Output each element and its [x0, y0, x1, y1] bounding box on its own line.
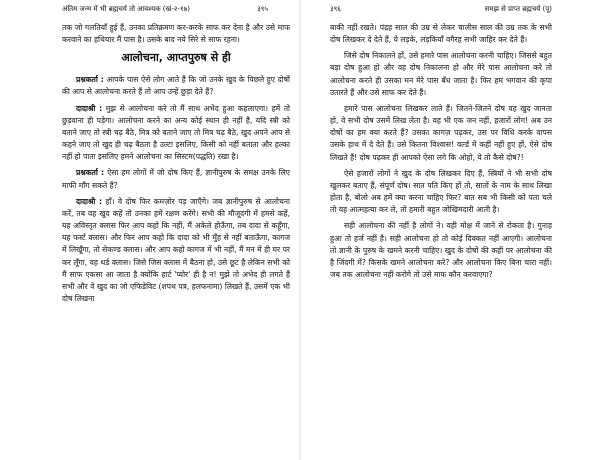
- left-running-title: अंतिम जन्म में भी ब्रह्मचर्य तो आवश्यक (खं-२-१७): [62, 5, 190, 13]
- qa-paragraph: [62, 196, 290, 305]
- speaker-label: प्रश्नकर्ता :: [76, 168, 105, 178]
- qa-paragraph: [62, 103, 290, 164]
- speaker-label: दादाश्री :: [76, 103, 103, 113]
- qa-text: आपके पास ऐसे लोग आते हैं कि जो उनके खुद के पिछले हुए दोषों की आप से आलोचना करते हैं तो आप उन्हें छुड़ा देते हैं?: [62, 75, 290, 97]
- speaker-label: दादाश्री :: [76, 196, 103, 206]
- right-running-title: समझ से प्राप्त ब्रह्मचर्य (पू): [484, 5, 552, 13]
- body-paragraph: बाकी नहीं रखते। पंद्रह साल की उम्र से लेकर चालीस साल की उम्र तक के सभी दोष लिखकर दे देते हैं, ये लड़के, लड़कियाँ वगैरह सभी जाहिर कर देते हैं।: [330, 23, 552, 45]
- right-body-text: [330, 22, 552, 281]
- qa-text: हाँ। वे दोष फिर कमज़ोर पड़ जाएँगे। जब ज्ञानीपुरुष से आलोचना करें, तब वह खुद कहें तो उनका हमें रक्षण करेंगे। सभी की मौजूदगी में हमसे कहें, यह अविस्तृत क्लास फिर आप कहो कि नहीं, मैं अकेले होऊँगा, तब दादा से कहूँगा, यह फर्स्ट क्लास। और फिर आप कहो कि दादा को भी मुँह से नहीं बताऊँगा, कागज में लिखूँगा, तो सेकण्ड क्लास। और आप कहो कागज में भी नहीं, मैं मन में ही घर पर कर लूँगा, वह थर्ड क्लास। जिसे जिस क्लास में बैठना हो, उसे छूट है लेकिन सभी को मैं साफ एकसा आ जाता है क्योंकि हार्ट 'प्योर' ही है न! मुझे तो अभेद ही लगते हैं सभी और वे खुद का जो एफिडेविट (शपथ पत्र, हलफनामा) लिखते हैं, उसमें एक भी दोष लिखना: [62, 196, 290, 303]
- body-paragraph: सही आलोचना की नहीं है लोगों ने। वही मोक्ष में जाने से रोकता है। गुनाह हुआ तो हर्ज नहीं है। सही आलोचना हो तो कोई दिक्कत नहीं आएगी। आलोचना तो ज्ञानी के पुरुष के खमने करनी चाहिए। खुद के दोषों की कहीं पर आलोचना की है जिंदगी में? किसके खमने आलोचना करे? और आलोचना किए बिना चारा नहीं। जब तक आलोचना नहीं करोगे तो उसे माफ कौन करवाएगा?: [330, 221, 552, 279]
- right-running-head: [330, 0, 552, 22]
- body-paragraph: जिसे दोष निकालने हों, उसे हमारे पास आलोचना करनी चाहिए। जिससे बहुत बड़ा दोष हुआ हो और वह दोष निकालना हो और मेरे पास आलोचना करे तो आलोचना करते ही उसका मन मेरे पास बँध जाता है। फिर हम भगवान की कृपा उतारते हैं और उसे साफ कर देते हैं।: [330, 51, 552, 97]
- right-page: [300, 0, 600, 460]
- speaker-label: प्रश्नकर्ता :: [76, 75, 104, 85]
- body-paragraph: ऐसे हजारों लोगों ने खुद के दोष लिखकर दिए हैं, स्त्रियों ने भी सभी दोष खुलकर बताए हैं, संपूर्ण दोष। सात पति किए हों तो, सातों के नाम के साथ लिखा होता है, बोलो अब हमें क्या करना चाहिए फिर? बात सब भी किसी को पता चले तो यह आत्महत्या कर ले, तो हमारी बहुत जोखिमदारी आती है।: [330, 168, 552, 215]
- body-paragraph: हमारे पास आलोचना लिखकर लाते हैं। जितने-जितने दोष वह खुद जानता हो, वे सभी दोष उसमें लिख लेता है। वह भी एक जन नहीं, हजारों लोग! अब उन दोषों का हम क्या करते हैं? उसका कागज़ पढ़कर, उस पर विधि करके वापस उसके हाथ में दे देते हैं। उसे कितना विश्वास! वर्ल्ड में कहीं नहीं हुए हों, ऐसे दोष लिखते हैं! दोष पढ़कर ही आपको ऐसा लगे कि ओहो, ये तो कैसे दोष?!: [330, 103, 552, 162]
- qa-text: ऐसा हम लोगों में जो दोष किए हैं, ज्ञानीपुरुष के समक्ष उनके लिए माफी माँग सकते हैं?: [62, 168, 291, 190]
- qa-paragraph: [62, 167, 290, 191]
- opening-paragraph: तक जो गलतियाँ हुई हैं, उनका प्रतिक्रमण कर-करके साफ कर देना है और उसे माफ करवाने का हथियार मैं पास है। उसके बाद नये सिरे से साफ रहना।: [62, 23, 290, 45]
- right-page-number: ३९६: [330, 5, 341, 13]
- qa-text: मुझ से आलोचना करे तो मैं साथ अभेद हुआ कहलाएगा। हमें तो छुड़वाना ही पड़ेगा। आलोचना करने का अन्य कोई स्थान ही नहीं है, यदि स्त्री को बताने जाए तो स्त्री चढ़ बैठे, मित्र को बताने जाए तो मित्र चढ़ बैठे, खुद अपने आप से कहने जाए तो खुद ही चढ़ बैठता है उल्टा इसलिए, किसी को नहीं बताता और हल्का नहीं हो पाता इसलिए हमने आलोचना का सिस्टम(पद्धति) रखा है।: [62, 103, 290, 162]
- section-heading: आलोचना, आप्तपुरुष से ही: [121, 51, 231, 65]
- left-running-head: [62, 0, 290, 22]
- qa-paragraph: [62, 74, 290, 98]
- left-page-number: ३९५: [257, 5, 268, 13]
- left-body-text: [62, 22, 290, 305]
